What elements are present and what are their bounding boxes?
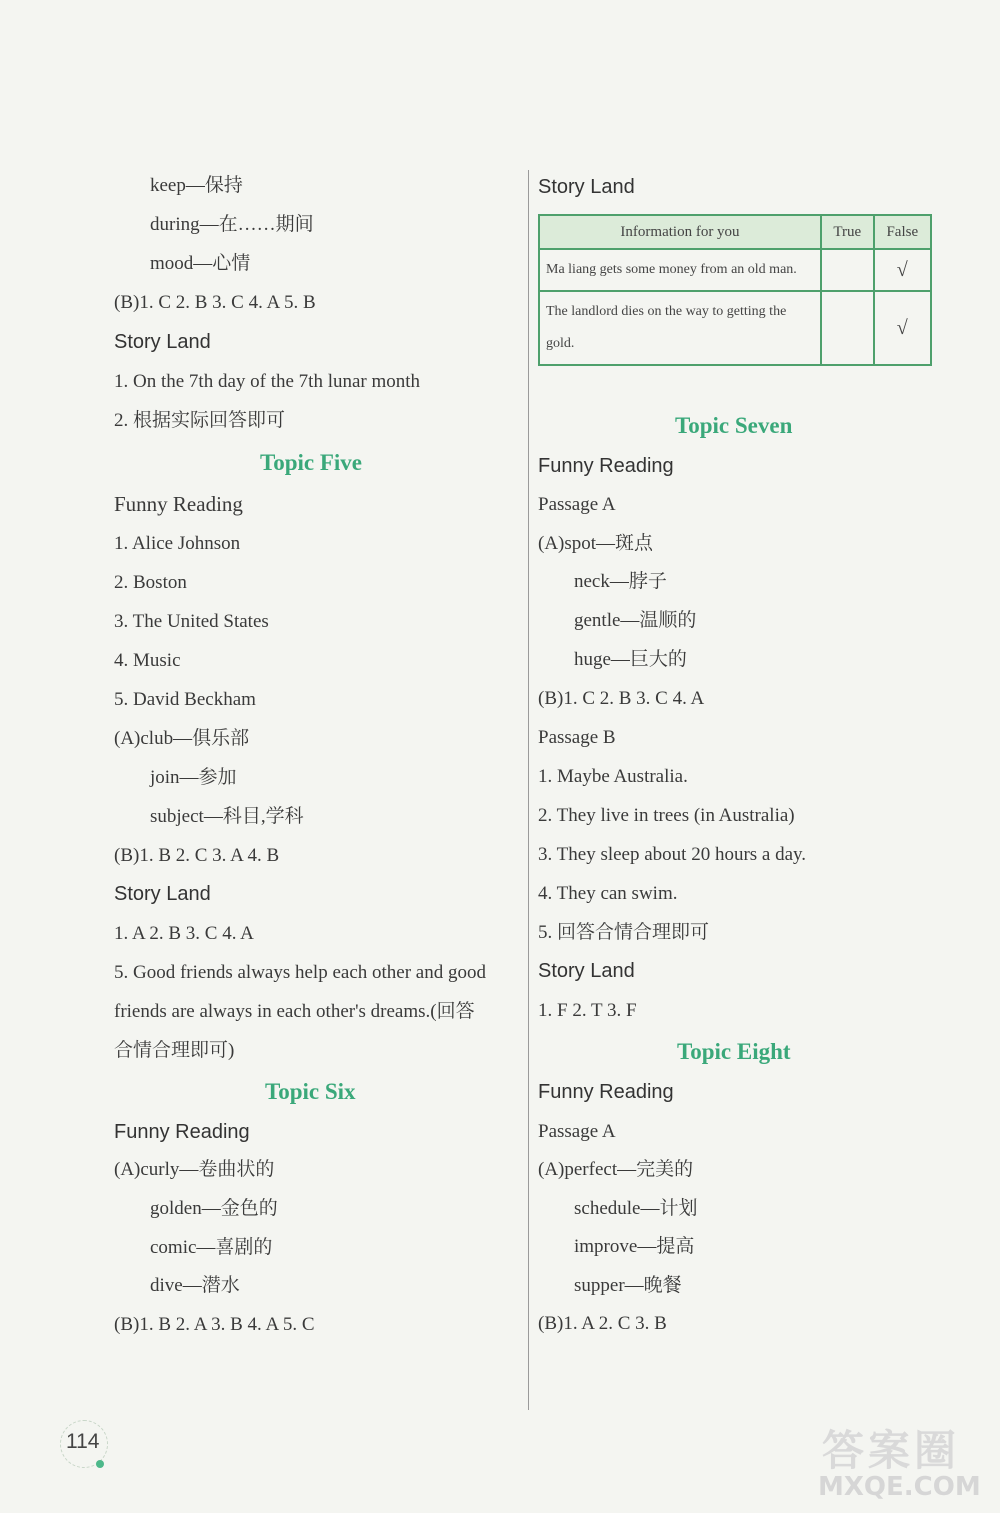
passage-a-label-2: Passage A [538,1121,616,1142]
story-land-heading-r: Story Land [538,176,635,198]
true-false-table [538,214,932,366]
passage-b-answer-4: 4. They can swim. [538,883,678,904]
story-land-heading: Story Land [114,331,211,353]
vocab-keep: keep—保持 [150,175,243,196]
story-answer-5-line1: 5. Good friends always help each other and good [114,962,486,983]
topic-seven-heading: Topic Seven [675,413,793,438]
funny-answer-5: 5. David Beckham [114,689,256,710]
vocab-gentle: gentle—温顺的 [574,610,697,631]
vocab-huge: huge—巨大的 [574,649,687,670]
answers-b-topic4: (B)1. C 2. B 3. C 4. A 5. B [114,292,316,313]
funny-reading-heading: Funny Reading [114,492,243,516]
statement-cell: Ma liang gets some money from an old man. [539,249,821,291]
vocab-dive: dive—潜水 [150,1275,240,1296]
story-answer-1: 1. On the 7th day of the 7th lunar month [114,371,421,392]
true-cell [821,249,874,291]
watermark-url: MXQE.COM [818,1472,981,1502]
vocab-golden: golden—金色的 [150,1198,278,1219]
check-icon: √ [874,249,931,291]
passage-b-answer-5: 5. 回答合情合理即可 [538,922,710,943]
table-header-row [539,215,931,249]
vocab-join: join—参加 [150,767,237,788]
passage-b-label: Passage B [538,727,616,748]
topic-eight-heading: Topic Eight [677,1039,791,1064]
table-row [539,291,931,365]
vocab-mood: mood—心情 [150,253,251,274]
story-answer-5-line2: friends are always in each other's dreams.(回答 [114,1001,475,1022]
passage-a-label: Passage A [538,494,616,515]
vocab-spot: (A)spot—斑点 [538,533,654,554]
column-divider [528,170,529,1410]
header-information: Information for you [539,215,821,249]
story-answers-topic5: 1. A 2. B 3. C 4. A [114,923,254,944]
answers-b-topic8: (B)1. A 2. C 3. B [538,1313,667,1334]
funny-answer-1: 1. Alice Johnson [114,533,241,554]
vocab-supper: supper—晚餐 [574,1275,682,1296]
page-dot-icon [96,1460,104,1468]
vocab-subject: subject—科目,学科 [150,806,304,827]
passage-b-answer-2: 2. They live in trees (in Australia) [538,805,795,826]
story-land-heading-2: Story Land [114,883,211,905]
vocab-club: (A)club—俱乐部 [114,728,250,749]
answers-b-topic6: (B)1. B 2. A 3. B 4. A 5. C [114,1314,315,1335]
page-number: 114 [66,1430,100,1453]
passage-b-answer-1: 1. Maybe Australia. [538,766,688,787]
answers-b-topic5: (B)1. B 2. C 3. A 4. B [114,845,280,866]
statement-cell: The landlord dies on the way to getting the gold. [539,291,821,365]
header-false: False [874,215,931,249]
funny-reading-heading-2: Funny Reading [114,1121,250,1143]
true-cell [821,291,874,365]
watermark-logo: 答案圈 [822,1426,961,1475]
header-true: True [821,215,874,249]
funny-answer-2: 2. Boston [114,572,187,593]
check-icon: √ [874,291,931,365]
story-answers-topic7: 1. F 2. T 3. F [538,1000,637,1021]
vocab-improve: improve—提高 [574,1236,695,1257]
topic-five-heading: Topic Five [260,450,363,475]
story-land-heading-r2: Story Land [538,960,635,982]
vocab-comic: comic—喜剧的 [150,1237,273,1258]
story-answer-5-line3: 合情合理即可) [114,1040,235,1061]
vocab-curly: (A)curly—卷曲状的 [114,1159,275,1180]
topic-six-heading: Topic Six [265,1079,356,1104]
vocab-during: during—在……期间 [150,214,314,235]
vocab-schedule: schedule—计划 [574,1198,698,1219]
answers-b-topic7: (B)1. C 2. B 3. C 4. A [538,688,705,709]
vocab-neck: neck—脖子 [574,571,667,592]
funny-reading-heading-r: Funny Reading [538,455,674,477]
vocab-perfect: (A)perfect—完美的 [538,1159,694,1180]
funny-answer-4: 4. Music [114,650,181,671]
funny-answer-3: 3. The United States [114,611,269,632]
table-row [539,249,931,291]
story-answer-2: 2. 根据实际回答即可 [114,410,286,431]
funny-reading-heading-r2: Funny Reading [538,1081,674,1103]
passage-b-answer-3: 3. They sleep about 20 hours a day. [538,844,807,865]
